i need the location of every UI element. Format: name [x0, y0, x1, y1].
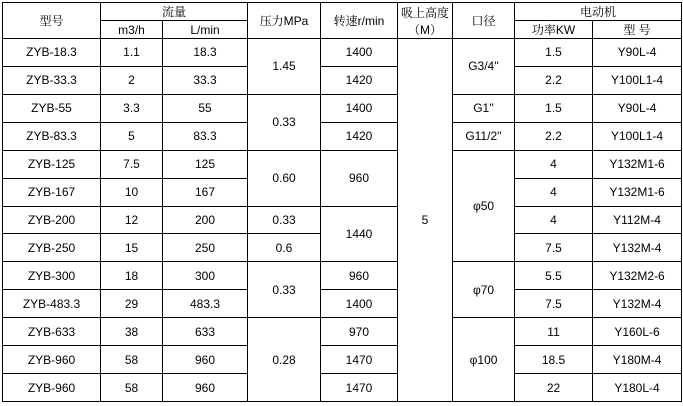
cell-speed: 1420 [321, 122, 398, 150]
cell-motor-model: Y132M1-6 [593, 150, 682, 178]
table-row [3, 66, 682, 94]
cell-motor-model: Y90L-4 [593, 39, 682, 67]
cell-motor-power: 2.2 [515, 122, 593, 150]
cell-model: ZYB-200 [3, 206, 101, 234]
cell-speed: 1440 [321, 206, 398, 262]
cell-speed: 1400 [321, 290, 398, 318]
table-row [3, 39, 682, 67]
cell-motor-model: Y132M-4 [593, 290, 682, 318]
cell-motor-power: 4 [515, 178, 593, 206]
cell-model: ZYB-250 [3, 234, 101, 262]
cell-flow-lmin: 483.3 [163, 290, 248, 318]
cell-flow-m3h: 58 [101, 374, 163, 402]
cell-model: ZYB-633 [3, 318, 101, 346]
header-speed: 转速r/min [321, 3, 398, 39]
cell-motor-power: 11 [515, 318, 593, 346]
table-row [3, 94, 682, 122]
header-motor-model: 型 号 [593, 21, 682, 39]
cell-speed: 1470 [321, 346, 398, 374]
cell-motor-model: Y180M-4 [593, 346, 682, 374]
cell-flow-m3h: 58 [101, 346, 163, 374]
header-flow-m3h: m3/h [101, 21, 163, 39]
cell-bore: φ100 [453, 318, 515, 402]
cell-flow-m3h: 7.5 [101, 150, 163, 178]
cell-speed: 1470 [321, 374, 398, 402]
table-row [3, 346, 682, 374]
cell-pressure: 0.28 [248, 318, 321, 402]
cell-motor-power: 18.5 [515, 346, 593, 374]
cell-pressure: 0.33 [248, 262, 321, 318]
cell-flow-m3h: 38 [101, 318, 163, 346]
cell-speed: 1420 [321, 66, 398, 94]
header-row-primary [3, 3, 682, 21]
cell-speed: 960 [321, 262, 398, 290]
cell-pressure: 0.33 [248, 206, 321, 234]
cell-flow-m3h: 12 [101, 206, 163, 234]
cell-model: ZYB-33.3 [3, 66, 101, 94]
cell-bore: φ50 [453, 150, 515, 262]
cell-flow-lmin: 18.3 [163, 39, 248, 67]
cell-flow-m3h: 5 [101, 122, 163, 150]
table-row [3, 150, 682, 178]
header-flow: 流量 [101, 3, 248, 21]
cell-bore: G1'' [453, 94, 515, 122]
table-row [3, 262, 682, 290]
cell-bore: φ70 [453, 262, 515, 318]
cell-model: ZYB-300 [3, 262, 101, 290]
cell-model: ZYB-125 [3, 150, 101, 178]
cell-model: ZYB-483.3 [3, 290, 101, 318]
cell-model: ZYB-18.3 [3, 39, 101, 67]
cell-motor-power: 7.5 [515, 234, 593, 262]
cell-flow-m3h: 3.3 [101, 94, 163, 122]
table-row [3, 374, 682, 402]
cell-flow-lmin: 167 [163, 178, 248, 206]
cell-flow-m3h: 29 [101, 290, 163, 318]
cell-motor-power: 5.5 [515, 262, 593, 290]
cell-model: ZYB-960 [3, 374, 101, 402]
table-row [3, 122, 682, 150]
header-model: 型号 [3, 3, 101, 39]
cell-bore: G11/2'' [453, 122, 515, 150]
cell-flow-lmin: 960 [163, 346, 248, 374]
cell-motor-model: Y132M-4 [593, 234, 682, 262]
cell-motor-power: 1.5 [515, 94, 593, 122]
cell-model: ZYB-83.3 [3, 122, 101, 150]
cell-flow-lmin: 55 [163, 94, 248, 122]
cell-flow-m3h: 1.1 [101, 39, 163, 67]
cell-model: ZYB-167 [3, 178, 101, 206]
table-body [3, 39, 682, 402]
cell-speed: 1400 [321, 94, 398, 122]
table-row [3, 206, 682, 234]
cell-flow-lmin: 300 [163, 262, 248, 290]
cell-model: ZYB-960 [3, 346, 101, 374]
cell-motor-model: Y160L-6 [593, 318, 682, 346]
header-motor-power: 功率KW [515, 21, 593, 39]
header-motor: 电动机 [515, 3, 682, 21]
cell-motor-model: Y90L-4 [593, 94, 682, 122]
cell-flow-m3h: 18 [101, 262, 163, 290]
cell-speed: 970 [321, 318, 398, 346]
cell-motor-power: 4 [515, 206, 593, 234]
cell-model: ZYB-55 [3, 94, 101, 122]
cell-flow-lmin: 960 [163, 374, 248, 402]
table-header [3, 3, 682, 39]
cell-flow-lmin: 633 [163, 318, 248, 346]
cell-motor-power: 4 [515, 150, 593, 178]
cell-pressure: 0.60 [248, 150, 321, 206]
cell-pressure: 0.33 [248, 94, 321, 150]
cell-pressure: 0.6 [248, 234, 321, 262]
cell-motor-power: 1.5 [515, 39, 593, 67]
cell-motor-model: Y112M-4 [593, 206, 682, 234]
cell-pressure: 1.45 [248, 39, 321, 95]
cell-motor-power: 22 [515, 374, 593, 402]
cell-motor-power: 2.2 [515, 66, 593, 94]
cell-motor-model: Y132M1-6 [593, 178, 682, 206]
cell-flow-lmin: 250 [163, 234, 248, 262]
table-row [3, 290, 682, 318]
cell-flow-lmin: 125 [163, 150, 248, 178]
cell-flow-m3h: 15 [101, 234, 163, 262]
header-flow-lmin: L/min [163, 21, 248, 39]
cell-speed: 1400 [321, 39, 398, 67]
cell-flow-m3h: 10 [101, 178, 163, 206]
cell-motor-model: Y132M2-6 [593, 262, 682, 290]
cell-motor-power: 7.5 [515, 290, 593, 318]
cell-motor-model: Y180L-4 [593, 374, 682, 402]
header-bore: 口径 [453, 3, 515, 39]
cell-motor-model: Y100L1-4 [593, 122, 682, 150]
cell-suction-height: 5 [398, 39, 453, 402]
cell-flow-lmin: 33.3 [163, 66, 248, 94]
cell-bore: G3/4'' [453, 39, 515, 95]
cell-speed: 960 [321, 150, 398, 206]
cell-flow-m3h: 2 [101, 66, 163, 94]
header-pressure: 压力MPa [248, 3, 321, 39]
pump-specification-table [2, 2, 682, 402]
cell-flow-lmin: 83.3 [163, 122, 248, 150]
header-suction-height: 吸上高度（M） [398, 3, 453, 39]
table-row [3, 318, 682, 346]
cell-motor-model: Y100L1-4 [593, 66, 682, 94]
cell-flow-lmin: 200 [163, 206, 248, 234]
